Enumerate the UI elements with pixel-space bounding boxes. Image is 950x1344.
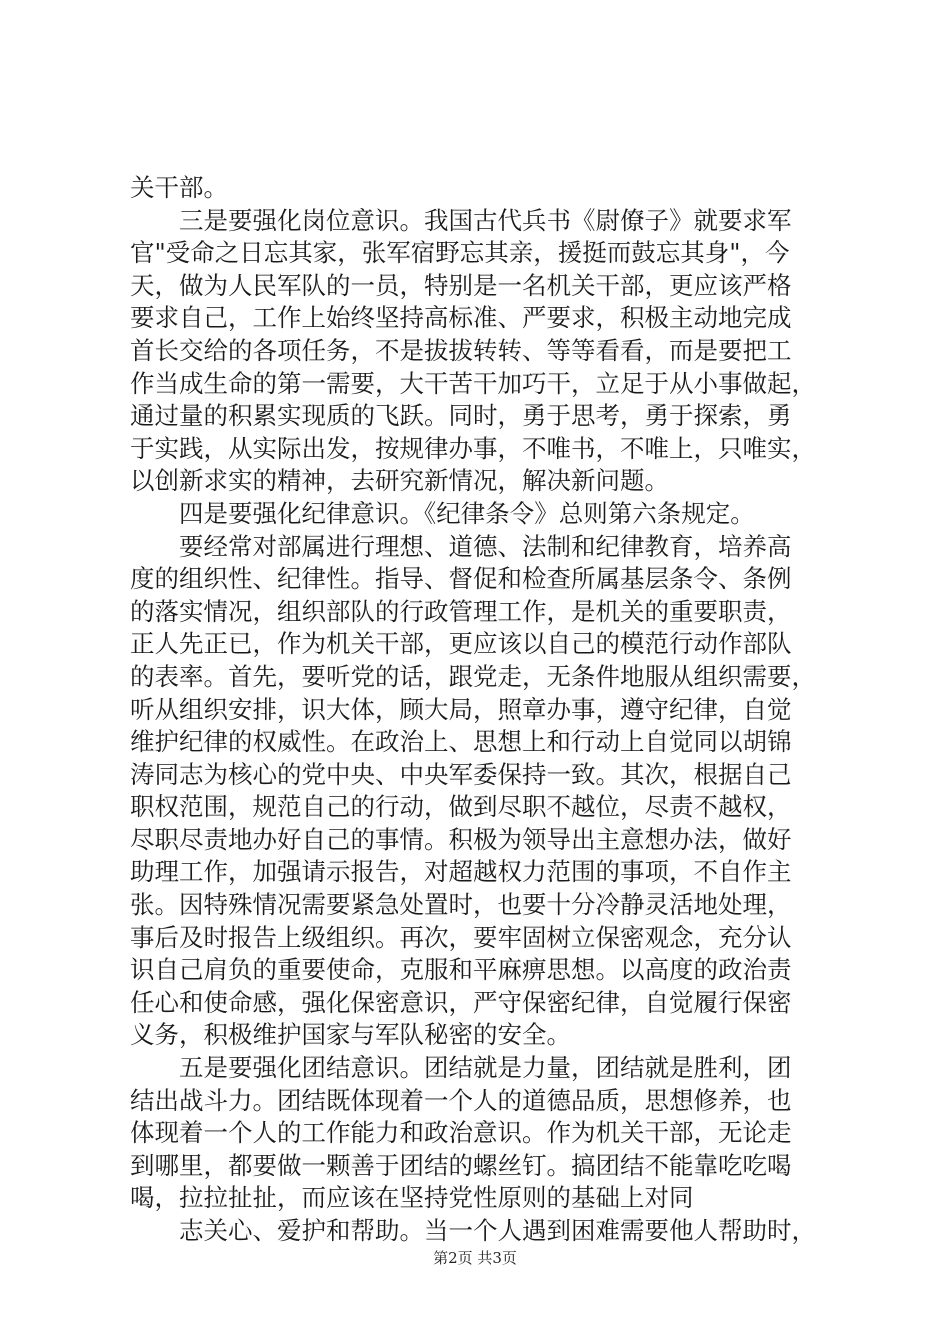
text-line: 三是要强化岗位意识。我国古代兵书《尉僚子》就要求军	[179, 205, 792, 235]
text-line: 涛同志为核心的党中央、中央军委保持一致。其次，根据自己	[130, 759, 792, 789]
text-line: 于实践，从实际出发，按规律办事，不唯书，不唯上，只唯实，	[130, 433, 816, 463]
text-line: 识自己肩负的重要使命，克服和平麻痹思想。以高度的政治责	[130, 955, 792, 985]
text-line: 作当成生命的第一需要，大干苦干加巧干，立足于从小事做起，	[130, 368, 816, 398]
document-body	[130, 172, 830, 1248]
text-line: 志关心、爱护和帮助。当一个人遇到困难需要他人帮助时，	[179, 1216, 816, 1245]
text-line: 维护纪律的权威性。在政治上、思想上和行动上自觉同以胡锦	[130, 727, 792, 757]
text-line: 通过量的积累实现质的飞跃。同时，勇于思考，勇于探索，勇	[130, 401, 792, 431]
text-line: 尽职尽责地办好自己的事情。积极为领导出主意想办法，做好	[130, 824, 792, 854]
text-line: 的落实情况，组织部队的行政管理工作，是机关的重要职责，	[130, 596, 792, 626]
text-line: 事后及时报告上级组织。再次，要牢固树立保密观念，充分认	[130, 922, 792, 952]
text-line: 以创新求实的精神，去研究新情况，解决新问题。	[130, 466, 669, 496]
text-line: 四是要强化纪律意识。《纪律条令》总则第六条规定。	[179, 498, 755, 528]
text-line: 听从组织安排，识大体，顾大局，照章办事，遵守纪律，自觉	[130, 694, 792, 724]
text-line: 要求自己，工作上始终坚持高标准、严要求，积极主动地完成	[130, 303, 792, 333]
page-footer: 第2页 共3页	[433, 1249, 517, 1267]
text-line: 结出战斗力。团结既体现着一个人的道德品质，思想修养，也	[130, 1085, 792, 1115]
text-line: 任心和使命感，强化保密意识，严守保密纪律，自觉履行保密	[130, 987, 792, 1017]
text-line: 天，做为人民军队的一员，特别是一名机关干部，更应该严格	[130, 270, 792, 300]
text-line: 喝，拉拉扯扯，而应该在坚持党性原则的基础上对同	[130, 1183, 694, 1213]
text-line: 张。因特殊情况需要紧急处置时，也要十分冷静灵活地处理，	[130, 890, 792, 920]
text-line: 的表率。首先，要听党的话，跟党走，无条件地服从组织需要，	[130, 661, 816, 691]
text-line: 五是要强化团结意识。团结就是力量，团结就是胜利，团	[179, 1053, 792, 1083]
text-line: 职权范围，规范自己的行动，做到尽职不越位，尽责不越权，	[130, 792, 792, 822]
text-line: 首长交给的各项任务，不是拔拔转转、等等看看，而是要把工	[130, 335, 792, 365]
text-line: 官"受命之日忘其家，张军宿野忘其亲，援挺而鼓忘其身"，今	[130, 238, 790, 268]
text-line: 助理工作，加强请示报告，对超越权力范围的事项，不自作主	[130, 857, 792, 887]
text-line: 义务，积极维护国家与军队秘密的安全。	[130, 1020, 571, 1050]
text-line: 正人先正已，作为机关干部，更应该以自己的模范行动作部队	[130, 629, 792, 659]
text-line: 到哪里，都要做一颗善于团结的螺丝钉。搞团结不能靠吃吃喝	[130, 1150, 792, 1180]
text-line: 体现着一个人的工作能力和政治意识。作为机关干部，无论走	[130, 1118, 792, 1148]
text-line: 度的组织性、纪律性。指导、督促和检查所属基层条令、条例	[130, 564, 792, 594]
text-line: 关干部。	[130, 173, 228, 202]
text-line: 要经常对部属进行理想、道德、法制和纪律教育，培养高	[179, 531, 792, 561]
